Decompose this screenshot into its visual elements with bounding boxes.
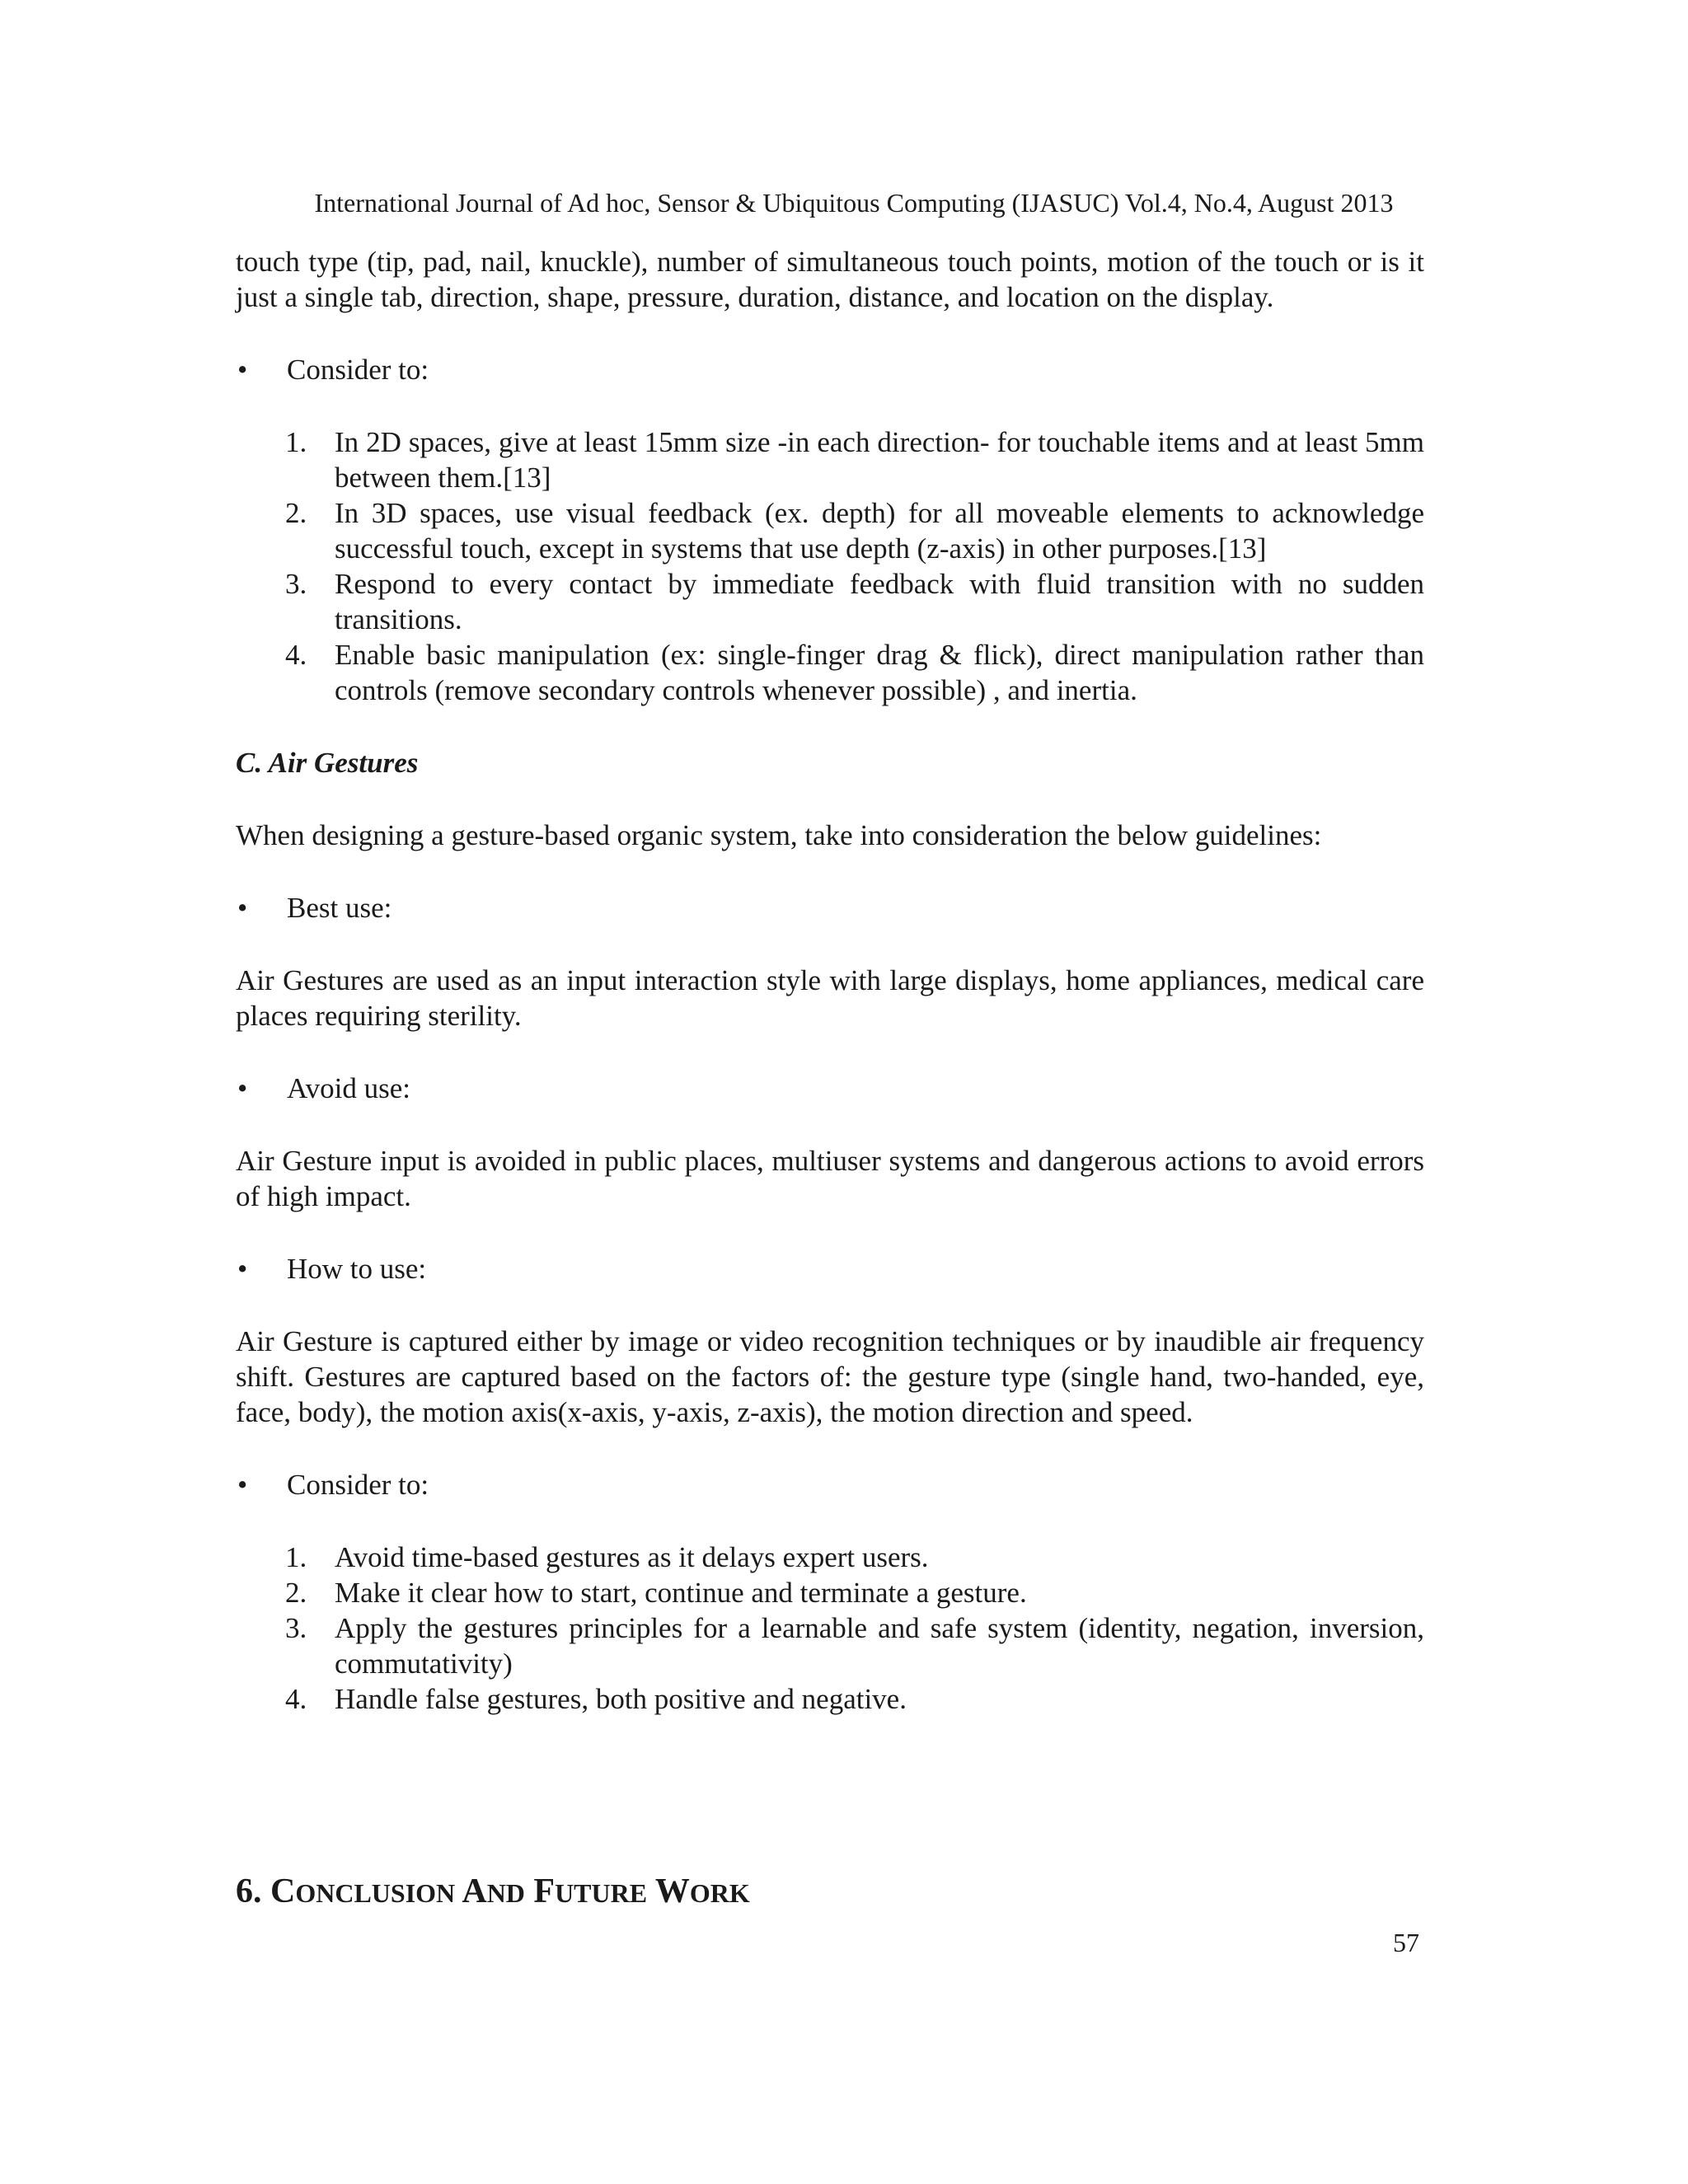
bullet-label: Consider to: [287, 354, 429, 386]
bullet-glyph: • [237, 354, 248, 386]
list-item [236, 1540, 1424, 1575]
bullet-avoid-use [236, 1071, 1424, 1106]
list-item-text: Respond to every contact by immediate feedback with fluid transition with no sudden transitions. [335, 568, 1424, 635]
title-cap: C [270, 1872, 296, 1910]
section-word [655, 1872, 750, 1910]
list-item-text: Enable basic manipulation (ex: single-finger drag & flick), direct manipulation rather than controls (remove secondary controls whenever possible) , and inertia. [335, 639, 1424, 706]
list-item-text: In 3D spaces, use visual feedback (ex. depth) for all moveable elements to acknowledge successful touch, except in systems that use depth (z-axis) in other purposes.[13] [335, 497, 1424, 565]
section-word [533, 1872, 647, 1910]
bullet-label: How to use: [287, 1253, 427, 1285]
list-number: 1. [285, 426, 307, 458]
section-word [270, 1872, 455, 1910]
bullet-air-consider [236, 1467, 1424, 1502]
section-number: 6. [236, 1872, 262, 1910]
page-body [236, 244, 1424, 1717]
list-number: 4. [285, 1683, 307, 1715]
list-item [236, 495, 1424, 566]
list-item [236, 1610, 1424, 1681]
best-use-paragraph: Air Gestures are used as an input interaction style with large displays, home appliances, medical care places requiring sterility. [236, 964, 1424, 1032]
bullet-glyph: • [237, 892, 248, 924]
title-cap: W [654, 1872, 690, 1910]
list-item [236, 637, 1424, 708]
how-to-use-paragraph: Air Gesture is captured either by image or video recognition techniques or by inaudible air frequency shift. Gestures are captured based on the factors of: the gesture type (single hand, two-handed, eye, face, body), the motion axis(x-axis, y-axis, z-axis), the motion direction and speed. [236, 1325, 1424, 1428]
list-number: 3. [285, 1612, 307, 1644]
title-cap: F [533, 1872, 556, 1910]
list-number: 3. [285, 568, 307, 600]
list-item [236, 424, 1424, 495]
bullet-label: Best use: [287, 892, 392, 924]
bullet-glyph: • [237, 1072, 248, 1104]
bullet-glyph: • [237, 1469, 248, 1501]
page-number: 57 [1393, 1928, 1419, 1957]
list-item-text: Make it clear how to start, continue and terminate a gesture. [335, 1577, 1027, 1609]
air-consider-list [236, 1540, 1424, 1717]
list-item-text: Handle false gestures, both positive and negative. [335, 1683, 907, 1715]
list-number: 4. [285, 639, 307, 671]
list-number: 2. [285, 1577, 307, 1609]
intro-paragraph: touch type (tip, pad, nail, knuckle), number of simultaneous touch points, motion of the touch or is it just a single tab, direction, shape, pressure, duration, distance, and location on the display. [236, 246, 1424, 313]
bullet-best-use [236, 890, 1424, 926]
bullet-how-to-use [236, 1251, 1424, 1286]
list-item-text: Avoid time-based gestures as it delays expert users. [335, 1541, 929, 1573]
section-word [462, 1872, 525, 1910]
list-item-text: Apply the gestures principles for a learnable and safe system (identity, negation, inversion, commutativity) [335, 1612, 1424, 1680]
list-item [236, 1681, 1424, 1717]
title-cap: A [462, 1872, 487, 1910]
bullet-label: Avoid use: [287, 1072, 411, 1104]
journal-header: International Journal of Ad hoc, Sensor & Ubiquitous Computing (IJASUC) Vol.4, No.4, August 2013 [314, 188, 1394, 218]
list-item [236, 1575, 1424, 1610]
air-gestures-intro: When designing a gesture-based organic system, take into consideration the below guidelines: [236, 819, 1322, 851]
bullet-touch-consider [236, 352, 1424, 387]
title-smallcaps: ND [486, 1878, 525, 1908]
list-item [236, 566, 1424, 637]
bullet-label: Consider to: [287, 1469, 429, 1501]
list-number: 2. [285, 497, 307, 529]
avoid-use-paragraph: Air Gesture input is avoided in public places, multiuser systems and dangerous actions to avoid errors of high impact. [236, 1145, 1424, 1212]
touch-consider-list [236, 424, 1424, 708]
title-smallcaps: ONCLUSION [295, 1878, 456, 1908]
title-smallcaps: UTURE [555, 1878, 648, 1908]
title-smallcaps: ORK [689, 1878, 750, 1908]
bullet-glyph: • [237, 1253, 248, 1285]
list-item-text: In 2D spaces, give at least 15mm size -in each direction- for touchable items and at least 5mm between them.[13] [335, 426, 1424, 494]
subsection-heading: C. Air Gestures [236, 747, 419, 779]
list-number: 1. [285, 1541, 307, 1573]
section-heading [236, 1871, 750, 1914]
